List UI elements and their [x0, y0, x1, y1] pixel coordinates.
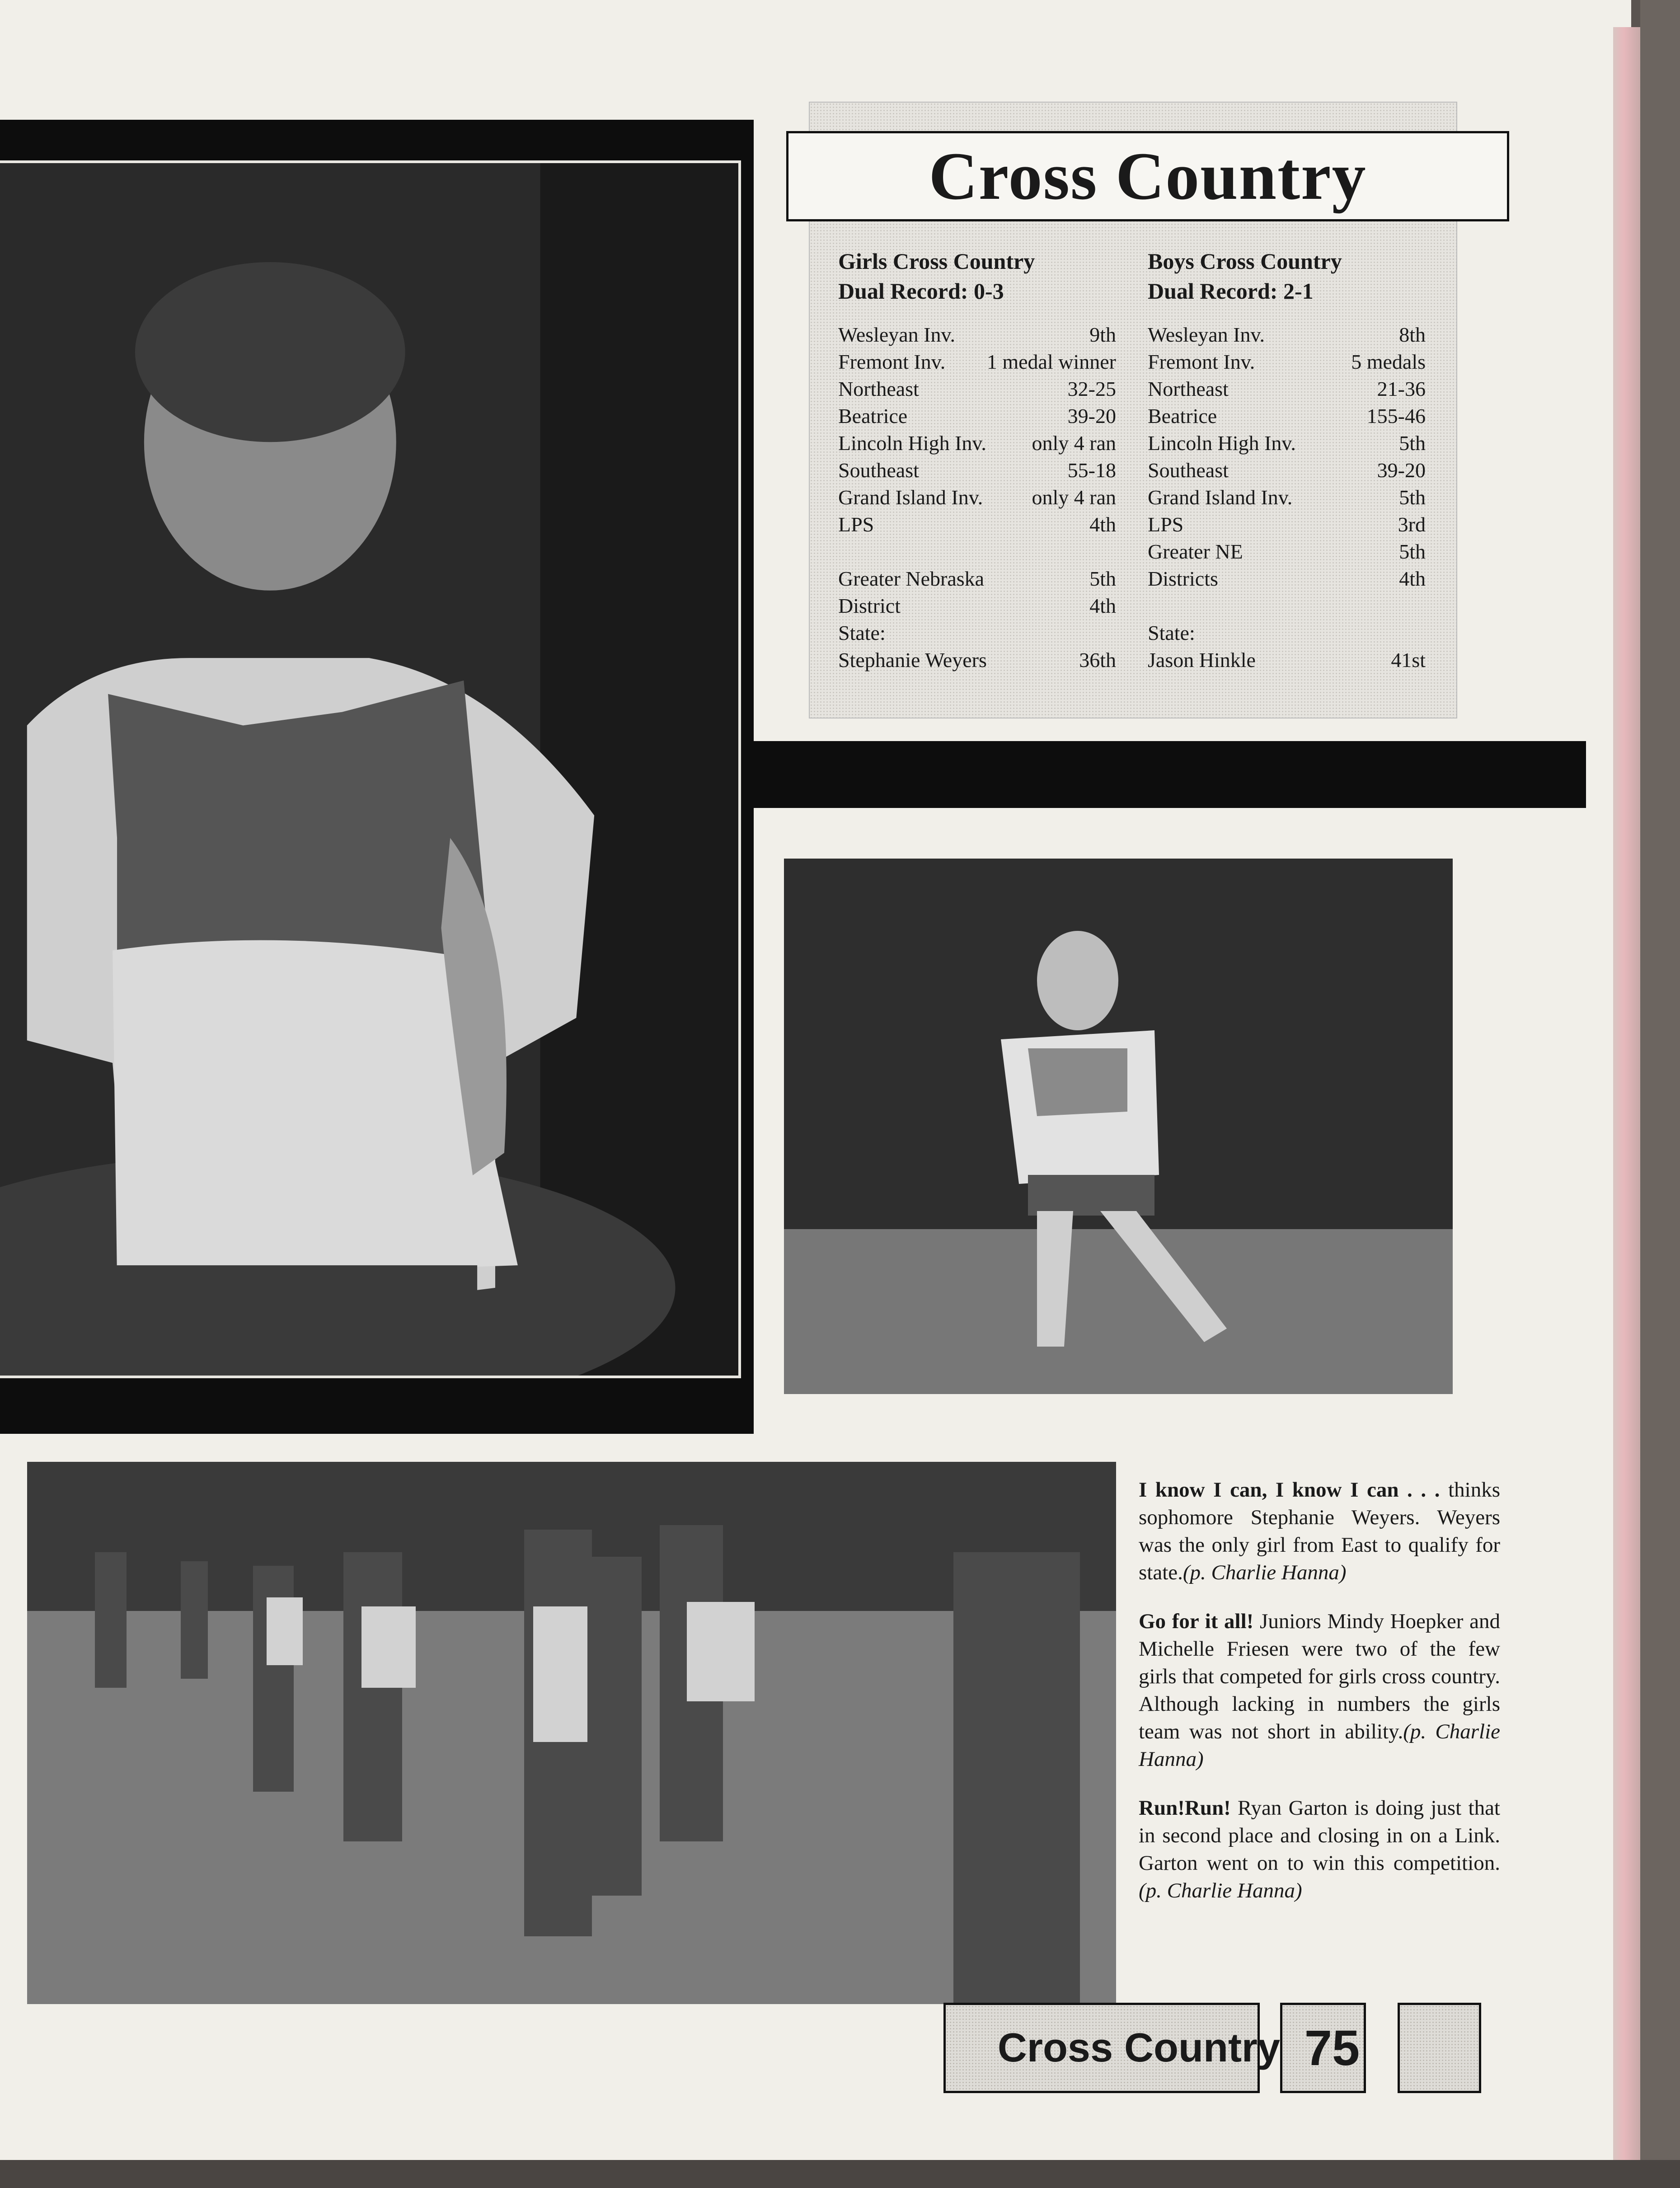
caption-1: I know I can, I know I can . . . thinks sophomore Stephanie Weyers. Weyers was the only girl from East to qualify for state.(p. Charlie Hanna)	[1139, 1478, 1500, 1584]
event-result: only 4 ran	[1032, 486, 1116, 509]
event-result: 1 medal winner	[986, 350, 1116, 373]
event-result: 5th	[1399, 432, 1426, 455]
book-edge	[1640, 0, 1680, 2188]
girl-running-photo	[784, 859, 1453, 1394]
caption-2: Go for it all! Juniors Mindy Hoepker and Michelle Friesen were two of the few girls that competed for girls cross country. Although lacking in numbers the girls team was not short in ability.(p. Charlie Hanna)	[1139, 1610, 1500, 1771]
footer-empty-box	[1398, 2003, 1481, 2093]
boys-result-row	[1148, 430, 1426, 457]
page-number: 75	[1304, 2020, 1360, 2076]
event-name: Northeast	[1148, 377, 1229, 400]
event-name: LPS	[1148, 513, 1184, 536]
event-name: Fremont Inv.	[838, 350, 946, 373]
boys-result-row	[1148, 511, 1426, 538]
page-title: Cross Country	[929, 139, 1367, 214]
girls-heading: Girls Cross Country	[838, 249, 1035, 274]
boys-result-row	[1148, 403, 1426, 430]
event-result: 5 medals	[1351, 350, 1426, 373]
event-result: 39-20	[1377, 459, 1426, 482]
girls-postseason-row	[838, 647, 1116, 674]
event-name: Grand Island Inv.	[1148, 486, 1293, 509]
event-name: Southeast	[1148, 459, 1229, 482]
event-name: Jason Hinkle	[1148, 648, 1256, 671]
boys-heading: Boys Cross Country	[1148, 249, 1342, 274]
event-name: Lincoln High Inv.	[838, 432, 986, 455]
event-result: 155-46	[1366, 404, 1426, 427]
event-result: 36th	[1079, 648, 1116, 671]
event-result: 5th	[1399, 540, 1426, 563]
girls-results	[838, 246, 1116, 674]
event-result: 55-18	[1067, 459, 1116, 482]
girls-result-row	[838, 348, 1116, 376]
girls-result-row	[838, 403, 1116, 430]
girls-result-row	[838, 376, 1116, 403]
boys-result-row	[1148, 565, 1426, 592]
runner-closeup-photo	[0, 160, 741, 1378]
boys-result-row	[1148, 484, 1426, 511]
girls-postseason-row	[838, 565, 1116, 592]
boys-race-photo	[27, 1462, 1116, 2004]
event-result: 4th	[1089, 513, 1116, 536]
boys-postseason-row	[1148, 647, 1426, 674]
girls-record: Dual Record: 0-3	[838, 278, 1004, 304]
boys-result-row	[1148, 457, 1426, 484]
event-name: Greater Nebraska	[838, 567, 985, 590]
event-result: 9th	[1089, 323, 1116, 346]
boys-result-row	[1148, 348, 1426, 376]
event-name: State:	[838, 621, 886, 644]
girls-postseason-row	[838, 592, 1116, 620]
event-result: 4th	[1089, 594, 1116, 617]
boys-results	[1148, 246, 1426, 674]
girls-result-row	[838, 457, 1116, 484]
caption-3: Run!Run! Ryan Garton is doing just that in second place and closing in on a Link. Garton went on to win this competition.(p. Charlie Hanna)	[1139, 1796, 1500, 1902]
page-spine-edge	[1613, 27, 1640, 2160]
boys-result-row	[1148, 538, 1426, 565]
event-result: 32-25	[1067, 377, 1116, 400]
event-name: Beatrice	[1148, 404, 1217, 427]
event-name: District	[838, 594, 901, 617]
event-result: 5th	[1399, 486, 1426, 509]
boys-record: Dual Record: 2-1	[1148, 278, 1314, 304]
boys-postseason-row	[1148, 620, 1426, 647]
event-name: Beatrice	[838, 404, 908, 427]
boys-result-row	[1148, 376, 1426, 403]
event-result: 5th	[1089, 567, 1116, 590]
event-name: Stephanie Weyers	[838, 648, 987, 671]
event-name: Districts	[1148, 567, 1218, 590]
event-result: 41st	[1391, 648, 1426, 671]
event-name: Southeast	[838, 459, 919, 482]
photo-captions	[1139, 1455, 1500, 1918]
girls-postseason-row	[838, 620, 1116, 647]
event-name: Lincoln High Inv.	[1148, 432, 1296, 455]
girls-result-row	[838, 430, 1116, 457]
book-bottom-edge	[0, 2160, 1680, 2188]
boys-result-row	[1148, 321, 1426, 348]
event-name: Grand Island Inv.	[838, 486, 983, 509]
event-name: State:	[1148, 621, 1195, 644]
footer-section-label: Cross Country	[943, 2003, 1260, 2093]
event-result: 39-20	[1067, 404, 1116, 427]
girls-result-row	[838, 511, 1116, 538]
title-box	[786, 131, 1509, 221]
event-name: Wesleyan Inv.	[1148, 323, 1265, 346]
girls-result-row	[838, 484, 1116, 511]
event-name: Fremont Inv.	[1148, 350, 1255, 373]
event-result: 4th	[1399, 567, 1426, 590]
event-result: 3rd	[1398, 513, 1426, 536]
girls-result-row	[838, 321, 1116, 348]
event-name: Wesleyan Inv.	[838, 323, 955, 346]
event-result: only 4 ran	[1032, 432, 1116, 455]
page-number-box	[1280, 2003, 1366, 2093]
black-divider-bar	[754, 741, 1586, 808]
event-result: 21-36	[1377, 377, 1426, 400]
event-result: 8th	[1399, 323, 1426, 346]
event-name: Greater NE	[1148, 540, 1243, 563]
event-name: Northeast	[838, 377, 919, 400]
event-name: LPS	[838, 513, 874, 536]
